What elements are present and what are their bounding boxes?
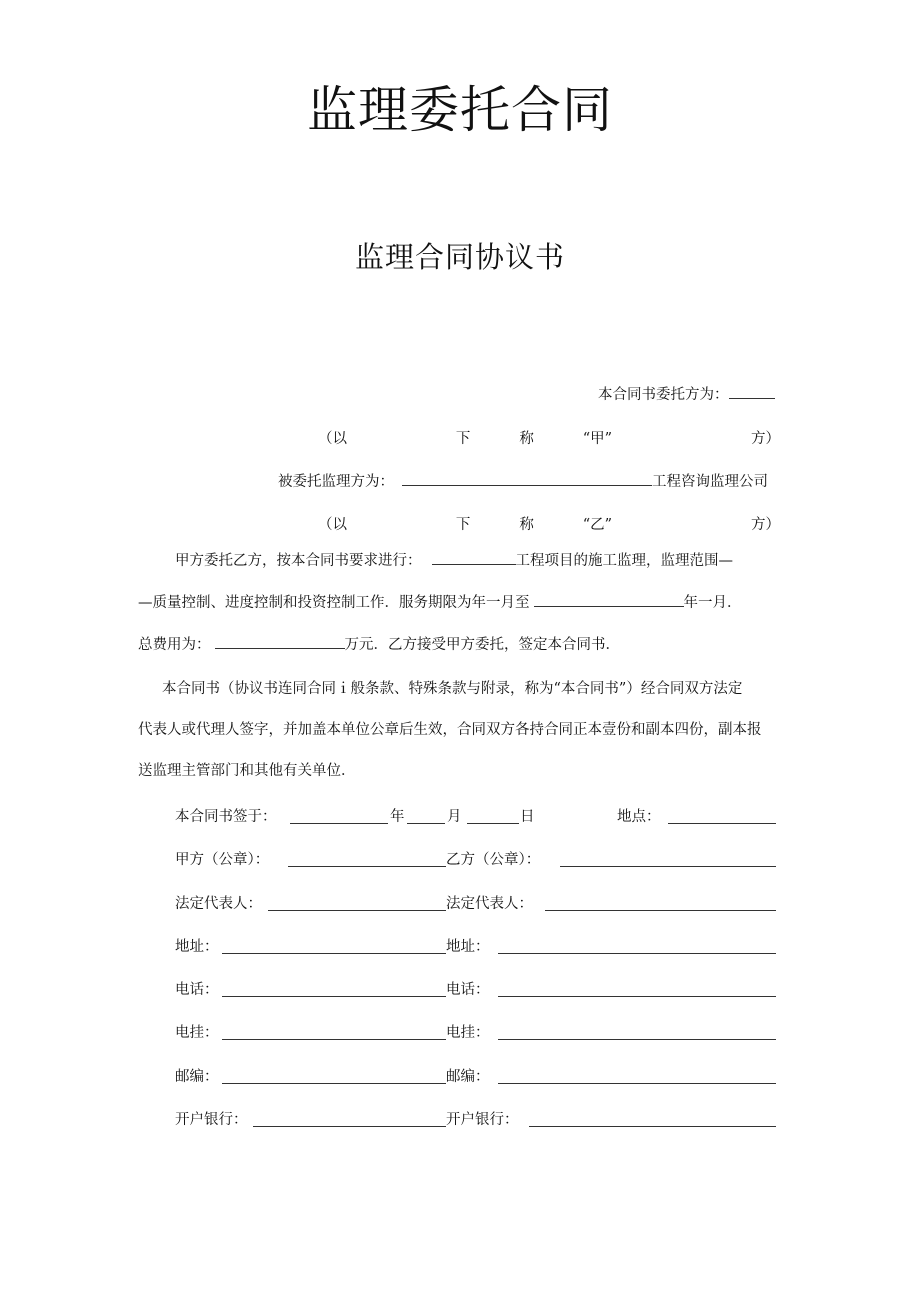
signing-month-blank	[407, 822, 445, 824]
field-left-label: 电话：	[175, 982, 219, 998]
field-row	[175, 979, 780, 1003]
field-left-blank	[288, 865, 446, 867]
hereinafter-yi-5: 方）	[750, 517, 780, 533]
contractor-suffix: 工程咨询监理公司	[652, 474, 768, 490]
hereinafter-yi-3: 称	[519, 517, 534, 533]
field-row	[175, 1022, 780, 1046]
field-left-label: 邮编：	[175, 1069, 219, 1085]
field-left-blank	[222, 952, 446, 954]
contractor-blank	[402, 471, 652, 486]
field-right-blank	[560, 865, 776, 867]
contractor-label: 被委托监理方为：	[278, 474, 394, 490]
signing-year-label: 年	[390, 809, 405, 825]
field-left-label: 电挂：	[175, 1025, 219, 1041]
field-left-blank	[268, 909, 446, 911]
field-right-label: 开户银行：	[446, 1112, 519, 1128]
hereinafter-jia-line	[318, 428, 780, 450]
para1-text-f: 万元．乙方接受甲方委托，签定本合同书．	[344, 637, 620, 653]
signing-place-label: 地点：	[617, 809, 661, 825]
field-right-label: 电挂：	[446, 1025, 490, 1041]
field-right-blank	[498, 952, 776, 954]
signing-row	[175, 806, 780, 830]
field-row	[175, 936, 780, 960]
hereinafter-jia-3: 称	[519, 431, 534, 447]
signing-place-blank	[668, 822, 776, 824]
client-label: 本合同书委托方为：	[598, 387, 729, 403]
para1-line1	[175, 550, 733, 572]
field-right-blank	[498, 1082, 776, 1084]
client-line	[598, 384, 775, 406]
para1-line3	[138, 634, 620, 656]
field-left-label: 地址：	[175, 939, 219, 955]
signing-day-blank	[467, 822, 519, 824]
field-row	[175, 1066, 780, 1090]
para1-line2	[138, 592, 742, 614]
field-row	[175, 849, 780, 873]
hereinafter-yi-1: （以	[318, 517, 347, 533]
field-right-label: 法定代表人：	[446, 896, 533, 912]
para2-line1: 本合同书（协议书连同合同ｉ般条款、特殊条款与附录，称为“本合同书”）经合同双方法定	[162, 681, 743, 697]
field-right-blank	[498, 1038, 776, 1040]
para1-text-a: 甲方委托乙方，按本合同书要求进行：	[175, 553, 422, 569]
field-right-label: 电话：	[446, 982, 490, 998]
field-left-blank	[222, 1082, 446, 1084]
hereinafter-yi-4: “乙”	[582, 517, 613, 533]
hereinafter-yi-2: 下	[455, 517, 471, 533]
hereinafter-jia-5: 方）	[750, 431, 780, 447]
para2-line3: 送监理主管部门和其他有关单位．	[138, 763, 356, 779]
field-row	[175, 893, 780, 917]
term-blank	[534, 592, 684, 607]
field-right-blank	[529, 1125, 776, 1127]
project-blank	[432, 550, 516, 565]
signing-day-label: 日	[520, 809, 535, 825]
contractor-line	[278, 471, 768, 493]
signed-at-label: 本合同书签于：	[175, 809, 277, 825]
para2-line2: 代表人或代理人签字，并加盖本单位公章后生效，合同双方各持合同正本壹份和副本四份，副本报	[138, 722, 762, 738]
field-left-label: 开户银行：	[175, 1112, 248, 1128]
field-left-blank	[222, 995, 446, 997]
para1-text-c: —质量控制、进度控制和投资控制工作．服务期限为年一月至	[138, 595, 530, 611]
field-left-label: 甲方（公章）：	[175, 852, 270, 868]
document-title: 监理委托合同	[307, 81, 613, 139]
field-right-label: 地址：	[446, 939, 490, 955]
para1-text-d: 年一月．	[683, 595, 742, 611]
field-left-label: 法定代表人：	[175, 896, 262, 912]
field-right-blank	[498, 995, 776, 997]
para1-text-b: 工程项目的施工监理，监理范围—	[515, 553, 733, 569]
field-right-label: 乙方（公章）：	[446, 852, 541, 868]
field-right-blank	[545, 909, 776, 911]
para1-text-e: 总费用为：	[138, 637, 211, 653]
field-left-blank	[222, 1038, 446, 1040]
hereinafter-jia-4: “甲”	[582, 431, 613, 447]
field-left-blank	[253, 1125, 446, 1127]
signing-month-label: 月	[447, 809, 462, 825]
signing-year-blank	[290, 822, 388, 824]
hereinafter-yi-line	[318, 514, 780, 536]
document-subtitle: 监理合同协议书	[354, 240, 565, 274]
hereinafter-jia-1: （以	[318, 431, 347, 447]
client-blank	[729, 384, 775, 399]
field-right-label: 邮编：	[446, 1069, 490, 1085]
hereinafter-jia-2: 下	[455, 431, 471, 447]
fee-blank	[215, 634, 345, 649]
field-row	[175, 1109, 780, 1133]
